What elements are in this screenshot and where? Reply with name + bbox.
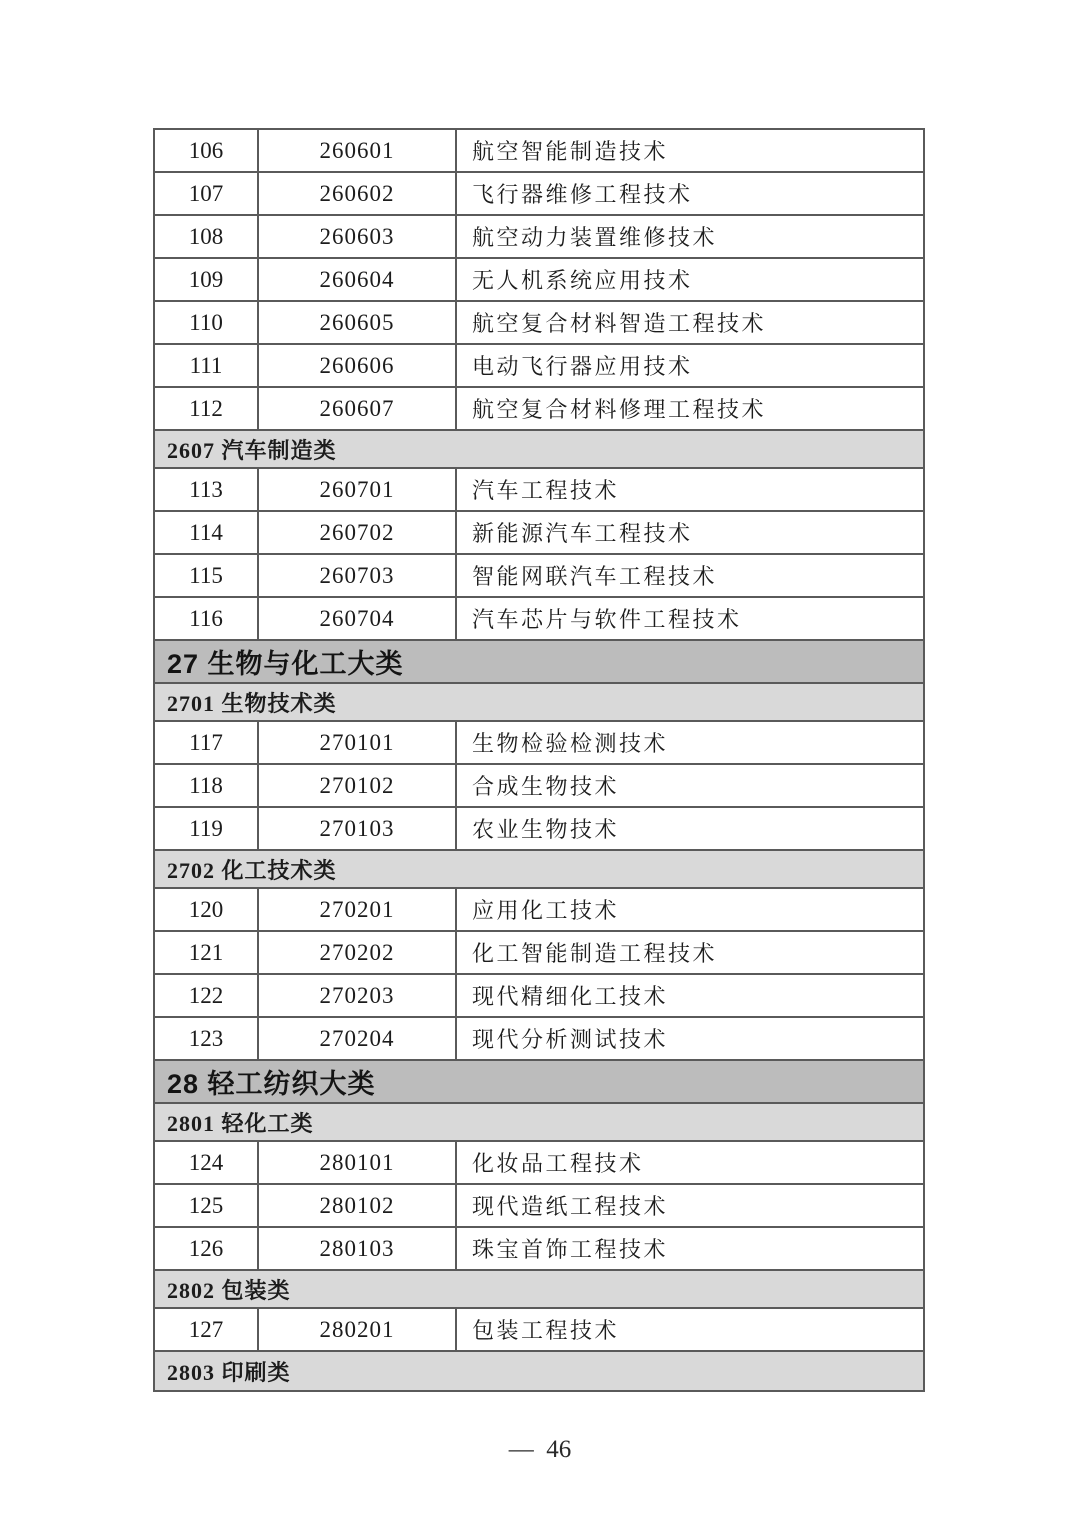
table-row — [155, 1185, 923, 1228]
major-code-cell: 270202 — [259, 932, 457, 973]
major-code-cell: 280101 — [259, 1142, 457, 1183]
subcategory-header-row — [155, 851, 923, 889]
major-code-cell: 280201 — [259, 1309, 457, 1350]
subcategory-header-row — [155, 1271, 923, 1309]
row-number-cell: 119 — [155, 808, 259, 849]
table-row — [155, 722, 923, 765]
table-row — [155, 1309, 923, 1352]
page-number: — 46 — [508, 1436, 572, 1463]
major-name-cell: 航空复合材料修理工程技术 — [472, 397, 767, 422]
major-code-cell: 260602 — [259, 173, 457, 214]
major-name-cell: 现代造纸工程技术 — [472, 1194, 669, 1219]
major-code-cell: 270102 — [259, 765, 457, 806]
subcategory-header-label: 2802 包装类 — [167, 1277, 291, 1303]
major-code-cell: 280103 — [259, 1228, 457, 1269]
major-name-cell: 新能源汽车工程技术 — [472, 521, 693, 546]
row-number-cell: 110 — [155, 302, 259, 343]
major-code-cell: 260603 — [259, 216, 457, 257]
major-name-cell: 汽车芯片与软件工程技术 — [472, 607, 742, 632]
row-number-cell: 127 — [155, 1309, 259, 1350]
major-code-cell: 260704 — [259, 598, 457, 639]
major-name-cell: 应用化工技术 — [472, 898, 620, 923]
table-row — [155, 932, 923, 975]
major-name-cell: 包装工程技术 — [472, 1318, 620, 1343]
row-number-cell: 124 — [155, 1142, 259, 1183]
row-number-cell: 122 — [155, 975, 259, 1016]
row-number-cell: 116 — [155, 598, 259, 639]
row-number-cell: 106 — [155, 130, 259, 171]
table-row — [155, 388, 923, 431]
major-code-cell: 270101 — [259, 722, 457, 763]
table-row — [155, 765, 923, 808]
table-row — [155, 1142, 923, 1185]
category-header-label: 27 生物与化工大类 — [167, 649, 404, 679]
major-name-cell: 飞行器维修工程技术 — [472, 182, 693, 207]
table-row — [155, 345, 923, 388]
row-number-cell: 126 — [155, 1228, 259, 1269]
major-name-cell: 现代精细化工技术 — [472, 984, 669, 1009]
majors-table — [153, 128, 925, 1392]
major-name-cell: 汽车工程技术 — [472, 478, 620, 503]
major-code-cell: 270201 — [259, 889, 457, 930]
row-number-cell: 115 — [155, 555, 259, 596]
major-code-cell: 260606 — [259, 345, 457, 386]
subcategory-header-label: 2801 轻化工类 — [167, 1110, 314, 1136]
major-code-cell: 260605 — [259, 302, 457, 343]
table-row — [155, 512, 923, 555]
row-number-cell: 118 — [155, 765, 259, 806]
table-row — [155, 216, 923, 259]
major-name-cell: 合成生物技术 — [472, 774, 620, 799]
table-row — [155, 555, 923, 598]
row-number-cell: 123 — [155, 1018, 259, 1059]
row-number-cell: 114 — [155, 512, 259, 553]
row-number-cell: 108 — [155, 216, 259, 257]
table-row — [155, 173, 923, 216]
subcategory-header-label: 2701 生物技术类 — [167, 690, 337, 716]
table-row — [155, 130, 923, 173]
major-name-cell: 现代分析测试技术 — [472, 1027, 669, 1052]
major-code-cell: 260604 — [259, 259, 457, 300]
major-code-cell: 260601 — [259, 130, 457, 171]
major-name-cell: 航空动力装置维修技术 — [472, 225, 718, 250]
major-name-cell: 航空智能制造技术 — [472, 139, 669, 164]
row-number-cell: 120 — [155, 889, 259, 930]
major-code-cell: 260701 — [259, 469, 457, 510]
table-row — [155, 808, 923, 851]
row-number-cell: 125 — [155, 1185, 259, 1226]
subcategory-header-label: 2607 汽车制造类 — [167, 437, 337, 463]
table-row — [155, 1228, 923, 1271]
table-row — [155, 975, 923, 1018]
category-header-row — [155, 641, 923, 684]
major-code-cell: 280102 — [259, 1185, 457, 1226]
major-name-cell: 智能网联汽车工程技术 — [472, 564, 718, 589]
row-number-cell: 112 — [155, 388, 259, 429]
category-header-label: 28 轻工纺织大类 — [167, 1069, 376, 1099]
major-name-cell: 生物检验检测技术 — [472, 731, 669, 756]
major-code-cell: 260703 — [259, 555, 457, 596]
major-name-cell: 化妆品工程技术 — [472, 1151, 644, 1176]
row-number-cell: 121 — [155, 932, 259, 973]
row-number-cell: 117 — [155, 722, 259, 763]
subcategory-header-label: 2803 印刷类 — [167, 1359, 291, 1385]
major-code-cell: 270203 — [259, 975, 457, 1016]
row-number-cell: 111 — [155, 345, 259, 386]
table-row — [155, 302, 923, 345]
major-name-cell: 珠宝首饰工程技术 — [472, 1237, 669, 1262]
subcategory-header-row — [155, 1104, 923, 1142]
major-name-cell: 电动飞行器应用技术 — [472, 354, 693, 379]
major-code-cell: 260607 — [259, 388, 457, 429]
row-number-cell: 109 — [155, 259, 259, 300]
table-row — [155, 469, 923, 512]
major-name-cell: 航空复合材料智造工程技术 — [472, 311, 767, 336]
major-code-cell: 260702 — [259, 512, 457, 553]
subcategory-header-label: 2702 化工技术类 — [167, 857, 337, 883]
table-row — [155, 1018, 923, 1061]
major-name-cell: 无人机系统应用技术 — [472, 268, 693, 293]
category-header-row — [155, 1061, 923, 1104]
major-code-cell: 270103 — [259, 808, 457, 849]
subcategory-header-row — [155, 1352, 923, 1390]
row-number-cell: 107 — [155, 173, 259, 214]
table-row — [155, 259, 923, 302]
row-number-cell: 113 — [155, 469, 259, 510]
major-name-cell: 化工智能制造工程技术 — [472, 941, 718, 966]
table-row — [155, 889, 923, 932]
major-name-cell: 农业生物技术 — [472, 817, 620, 842]
subcategory-header-row — [155, 431, 923, 469]
table-row — [155, 598, 923, 641]
subcategory-header-row — [155, 684, 923, 722]
major-code-cell: 270204 — [259, 1018, 457, 1059]
